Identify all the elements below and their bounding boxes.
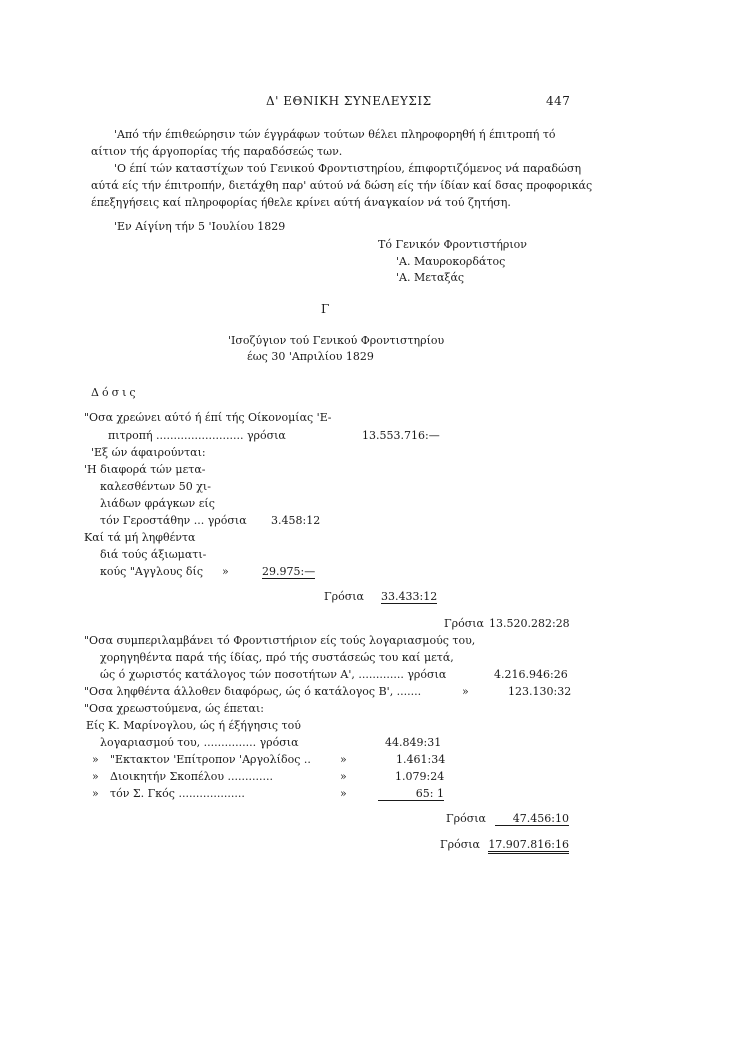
entry-i-value: 1.079:24 bbox=[395, 770, 445, 783]
subtotal-value: 33.433:12 bbox=[381, 590, 438, 603]
entry-i-text: Διοικητήν Σκοπέλου ............. bbox=[110, 770, 273, 783]
entry-d-value: 4.216.946:26 bbox=[494, 668, 568, 681]
signature-office: Τό Γενικόν Φροντιστήριον bbox=[378, 238, 527, 251]
section-letter: Γ bbox=[321, 302, 330, 316]
entry-c-line-3: κούς "Αγγλους δίς bbox=[100, 565, 204, 578]
entry-g-line-1: Είς Κ. Μαρίνογλου, ώς ή έξήγησις τού bbox=[86, 719, 301, 732]
entry-b-value: 3.458:12 bbox=[271, 514, 321, 527]
entry-c-value: 29.975:— bbox=[262, 565, 316, 578]
entry-f-line-1: "Οσα χρεωστούμενα, ώς έπεται: bbox=[84, 702, 264, 715]
dosis-heading: Δόσις bbox=[91, 386, 139, 399]
paragraph-2-line-2: αύτά είς τήν έπιτροπήν, διετάχθη παρ' αύτού νά δώση είς τήν ίδίαν καί δσας προφορικάς bbox=[91, 179, 593, 192]
entry-b-line-4: τόν Γεροστάθην ... γρόσια bbox=[100, 514, 247, 527]
entry-b-line-2: καλεσθέντων 50 χι- bbox=[100, 480, 211, 493]
page-number: 447 bbox=[546, 94, 571, 108]
section-title-line-1: 'Ισοζύγιον τού Γενικού Φροντιστηρίου bbox=[228, 334, 445, 347]
subtotal-label: Γρόσια bbox=[324, 590, 364, 603]
signature-name-1: 'Α. Μαυροκορδάτος bbox=[396, 255, 506, 268]
running-title: Δ' ΕΘΝΙΚΗ ΣΥΝΕΛΕΥΣΙΣ bbox=[266, 94, 432, 108]
entry-e-line-1: "Οσα ληφθέντα άλλοθεν διαφόρως, ώς ό κατάλογος Β', ....... bbox=[84, 685, 422, 698]
total-value: 17.907.816:16 bbox=[488, 838, 569, 854]
paragraph-2-line-1: 'Ο έπί τών καταστίχων τού Γενικού Φροντιστηρίου, έπιφορτιζόμενος νά παραδώση bbox=[114, 162, 582, 175]
deduct-label: 'Εξ ών άφαιρούνται: bbox=[91, 446, 206, 459]
entry-c-line-1: Καί τά μή ληφθέντα bbox=[84, 531, 196, 544]
sum2-label: Γρόσια bbox=[446, 812, 486, 825]
entry-j-value: 65: 1 bbox=[378, 787, 444, 801]
entry-j-ditto-prefix: » bbox=[92, 787, 99, 800]
entry-a-line-2: πιτροπή ......................... γρόσια bbox=[108, 429, 286, 442]
entry-c-line-2: διά τούς άξιωματι- bbox=[100, 548, 207, 561]
total-label: Γρόσια bbox=[440, 838, 480, 851]
net-value: 13.520.282:28 bbox=[489, 617, 570, 630]
entry-j-text: τόν Σ. Γκός ................... bbox=[110, 787, 245, 800]
entry-d-line-1: "Οσα συμπεριλαμβάνει τό Φροντιστήριον είς τούς λογαριασμούς του, bbox=[84, 634, 476, 647]
entry-d-line-2: χορηγηθέντα παρά τής ίδίας, πρό τής συστάσεώς του καί μετά, bbox=[100, 651, 454, 664]
sum2-value: 47.456:10 bbox=[495, 812, 569, 826]
entry-b-line-1: 'Η διαφορά τών μετα- bbox=[84, 463, 206, 476]
entry-d-line-3: ώς ό χωριστός κατάλογος τών ποσοτήτων Α', ............. γρόσια bbox=[100, 668, 447, 681]
entry-g-value: 44.849:31 bbox=[385, 736, 442, 749]
entry-h-text: "Εκτακτον 'Επίτροπον 'Αργολίδος .. bbox=[110, 753, 311, 766]
entry-j-ditto: » bbox=[340, 787, 347, 800]
entry-e-value: 123.130:32 bbox=[508, 685, 572, 698]
section-title-line-2: έως 30 'Απριλίου 1829 bbox=[247, 350, 374, 363]
entry-c-ditto: » bbox=[222, 565, 229, 578]
entry-b-line-3: λιάδων φράγκων είς bbox=[100, 497, 215, 510]
signature-name-2: 'Α. Μεταξάς bbox=[396, 271, 465, 284]
paragraph-2-line-3: έπεξηγήσεις καί πληροφορίας ήθελε κρίνει αύτή άναγκαίον νά τού ζητήση. bbox=[91, 196, 511, 209]
net-label: Γρόσια bbox=[444, 617, 484, 630]
entry-a-line-1: "Οσα χρεώνει αύτό ή έπί τής Οίκονομίας 'Ε- bbox=[84, 411, 332, 424]
entry-h-value: 1.461:34 bbox=[396, 753, 446, 766]
paragraph-1-line-2: αίτιον τής άργοπορίας τής παραδόσεώς των. bbox=[91, 145, 343, 158]
entry-h-ditto: » bbox=[340, 753, 347, 766]
entry-i-ditto: » bbox=[340, 770, 347, 783]
entry-e-ditto: » bbox=[462, 685, 469, 698]
entry-i-ditto-prefix: » bbox=[92, 770, 99, 783]
entry-a-value: 13.553.716:— bbox=[362, 429, 440, 442]
entry-g-line-2: λογαριασμού του, ............... γρόσια bbox=[100, 736, 299, 749]
entry-h-ditto-prefix: » bbox=[92, 753, 99, 766]
place-date: 'Εν Αίγίνη τήν 5 'Ιουλίου 1829 bbox=[114, 220, 286, 233]
paragraph-1-line-1: 'Από τήν έπιθεώρησιν τών έγγράφων τούτων θέλει πληροφορηθή ή έπιτροπή τό bbox=[114, 128, 556, 141]
